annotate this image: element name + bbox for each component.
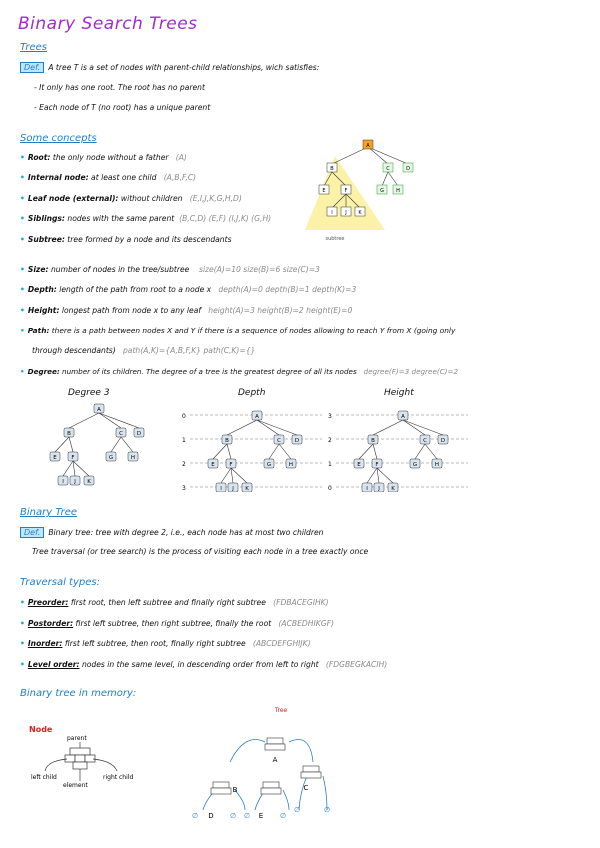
node-parent-label: parent [67, 735, 87, 742]
tree-edge [99, 413, 121, 428]
traversal-inorder: • Inorder: first left subtree, then root, finally right subtree (ABCDEFGHIJK) [20, 639, 311, 648]
node-box [65, 748, 95, 769]
tree-node-label: K [87, 479, 91, 485]
tree-node-d: D [208, 812, 214, 820]
left-arrow [45, 759, 67, 771]
tree-node-label: C [423, 438, 427, 444]
concepts-heading: Some concepts [20, 133, 97, 144]
level-label: 2 [328, 437, 332, 444]
subtree-node-f-label: F [344, 188, 348, 194]
binary-heading: Binary Tree [20, 507, 78, 518]
tree-edge [221, 468, 231, 483]
tree-edge [377, 468, 393, 483]
tree-edge [425, 444, 437, 459]
tree-node-label: K [245, 486, 249, 492]
trees-definition [20, 62, 319, 73]
null-6: ∅ [323, 806, 331, 814]
tree-diagrams-svg [0, 384, 600, 492]
measure-degree: • Degree: number of its children. The degree of a tree is the greatest degree of all its nodes degree(F)=3 degree(C)=2 [20, 367, 459, 376]
tree-node-e: E [258, 812, 264, 820]
tree-edge [73, 461, 75, 476]
tree-edge [359, 444, 373, 459]
trees-point-1: - It only has one root. The root has no parent [34, 83, 205, 92]
tree-edge [279, 444, 291, 459]
tree-node-label: E [53, 455, 57, 461]
node-memory-diagram [25, 715, 165, 795]
tree-edge [257, 420, 297, 435]
measure-height: • Height: longest path from node x to any leaf height(A)=3 height(B)=2 height(E)=0 [20, 306, 353, 315]
node-left-label: left child [31, 774, 57, 781]
tree-edge [373, 420, 403, 435]
null-3: ∅ [243, 812, 251, 820]
tree-diagram-title: Tree [274, 707, 288, 714]
tree-node-label: I [366, 486, 368, 492]
tree-node-label: F [375, 462, 379, 468]
tree-edge [269, 444, 279, 459]
tree-edge [373, 444, 377, 459]
tree-node-label: E [357, 462, 361, 468]
traversal-postorder: • Postorder: first left subtree, then right subtree, finally the root (ACBEDHIKGF) [20, 619, 334, 628]
tree-memory-diagram [185, 702, 335, 822]
tree-edge [69, 413, 99, 428]
binary-definition [20, 527, 323, 538]
tree-node-label: F [229, 462, 233, 468]
null-5: ∅ [293, 806, 301, 814]
concept-siblings: • Siblings: nodes with the same parent (B,C,D) (E,F) (I,J,K) (G,H) [20, 214, 272, 223]
tree-node-label: A [401, 414, 405, 420]
tree-edge [377, 468, 379, 483]
tree-node-label: G [412, 462, 418, 468]
measure-depth: • Depth: length of the path from root to a node x depth(A)=0 depth(B)=1 depth(K)=3 [20, 285, 357, 294]
tree-edge [99, 413, 139, 428]
subtree-node-e-label: E [322, 188, 326, 194]
tree-node-label: F [71, 455, 75, 461]
def-text: A tree T is a set of nodes with parent-child relationships, wich satisfies: [48, 63, 320, 72]
tree-edge [121, 437, 133, 452]
tree-node-label: I [220, 486, 222, 492]
trees-heading: Trees [20, 42, 47, 53]
measure-diagrams [0, 384, 600, 492]
subtree-diagram [300, 136, 440, 246]
tree-node-b: B [232, 786, 238, 794]
traversal-definition: Tree traversal (or tree search) is the process of visiting each node in a tree exactly once [32, 547, 369, 556]
traversal-level-order: • Level order: nodes in the same level, in descending order from left to right (FDGBEGKACIH) [20, 660, 388, 669]
subtree-node-j-label: J [345, 210, 347, 216]
null-4: ∅ [279, 812, 287, 820]
tree-node-label: D [136, 431, 142, 437]
tree-node-label: H [288, 462, 294, 468]
subtree-node-g-label: G [380, 188, 384, 194]
right-arrow [93, 759, 117, 771]
tree-edge [257, 420, 279, 435]
tree-node-label: G [266, 462, 272, 468]
subtree-node-i-label: I [331, 210, 333, 216]
height-diagram-title: Height [384, 388, 414, 398]
subtree-node-a-label: A [366, 143, 370, 149]
tree-node-label: B [67, 431, 71, 437]
tree-edge [227, 420, 257, 435]
tree-node-label: H [434, 462, 440, 468]
concept-leaf: • Leaf node (external): without children (E,I,J,K,G,H,D) [20, 194, 242, 203]
subtree-caption: subtree [325, 236, 345, 242]
tree-edge [63, 461, 73, 476]
measure-path: • Path: there is a path between nodes X and Y if there is a sequence of nodes allowing to reach Y from X (going only [20, 326, 456, 335]
concept-subtree: • Subtree: tree formed by a node and its descendants [20, 235, 232, 244]
tree-node-c: C [303, 784, 309, 792]
tree-edge [55, 437, 69, 452]
degree-diagram-title: Degree 3 [68, 388, 110, 398]
level-label: 1 [328, 461, 332, 468]
tree-edge [213, 444, 227, 459]
null-2: ∅ [229, 812, 237, 820]
level-label: 3 [328, 413, 332, 420]
tree-node-label: C [277, 438, 281, 444]
concept-internal: • Internal node: at least one child (A,B,F,C) [20, 173, 197, 182]
tree-edge [231, 468, 247, 483]
level-label: 2 [182, 461, 186, 468]
tree-node-label: J [232, 486, 234, 492]
tree-edge [73, 461, 89, 476]
null-1: ∅ [191, 812, 199, 820]
level-label: 3 [182, 485, 186, 492]
level-label: 0 [182, 413, 186, 420]
def-label: Def. [20, 62, 44, 73]
subtree-node-d-label: D [406, 166, 410, 172]
concept-root: • Root: the only node without a father (A) [20, 153, 187, 162]
binary-def-label: Def. [20, 527, 44, 538]
subtree-node-b-label: B [330, 166, 334, 172]
tree-node-a: A [272, 756, 278, 764]
traversal-preorder: • Preorder: first root, then left subtree and finally right subtree (FDBACEGIHK) [20, 598, 329, 607]
tree-node-label: A [255, 414, 259, 420]
level-label: 1 [182, 437, 186, 444]
binary-def-text: Binary tree: tree with degree 2, i.e., each node has at most two children [48, 528, 324, 537]
tree-node-label: H [130, 455, 136, 461]
level-label: 0 [328, 485, 332, 492]
trees-point-2: - Each node of T (no root) has a unique parent [34, 103, 211, 112]
page-title: Binary Search Trees [18, 14, 198, 34]
tree-edge [403, 420, 443, 435]
tree-node-label: C [119, 431, 123, 437]
node-element-label: element [63, 782, 88, 789]
tree-edge [231, 468, 233, 483]
subtree-node-c-label: C [386, 166, 390, 172]
measure-path-cont: through descendants) path(A,K)={A,B,F,K} path(C,K)={} [32, 346, 256, 355]
memory-heading: Binary tree in memory: [20, 688, 137, 699]
tree-node-label: J [74, 479, 76, 485]
tree-node-label: D [440, 438, 446, 444]
node-right-label: right child [103, 774, 134, 781]
subtree-node-h-label: H [396, 188, 400, 194]
tree-edge [367, 468, 377, 483]
tree-node-label: E [211, 462, 215, 468]
tree-node-label: B [225, 438, 229, 444]
node-diagram-title: Node [29, 725, 53, 734]
tree-node-label: I [62, 479, 64, 485]
measure-size: • Size: number of nodes in the tree/subtree size(A)=10 size(B)=6 size(C)=3 [20, 265, 320, 274]
tree-edge [111, 437, 121, 452]
tree-node-label: D [294, 438, 300, 444]
tree-node-label: B [371, 438, 375, 444]
tree-edge [227, 444, 231, 459]
traversal-types-heading: Traversal types: [20, 577, 100, 588]
tree-edge [69, 437, 73, 452]
tree-node-label: K [391, 486, 395, 492]
tree-node-label: G [108, 455, 114, 461]
tree-edge [415, 444, 425, 459]
tree-node-label: J [378, 486, 380, 492]
subtree-node-k-label: K [358, 210, 362, 216]
depth-diagram-title: Depth [238, 388, 266, 398]
tree-edge [403, 420, 425, 435]
tree-node-label: A [97, 407, 101, 413]
